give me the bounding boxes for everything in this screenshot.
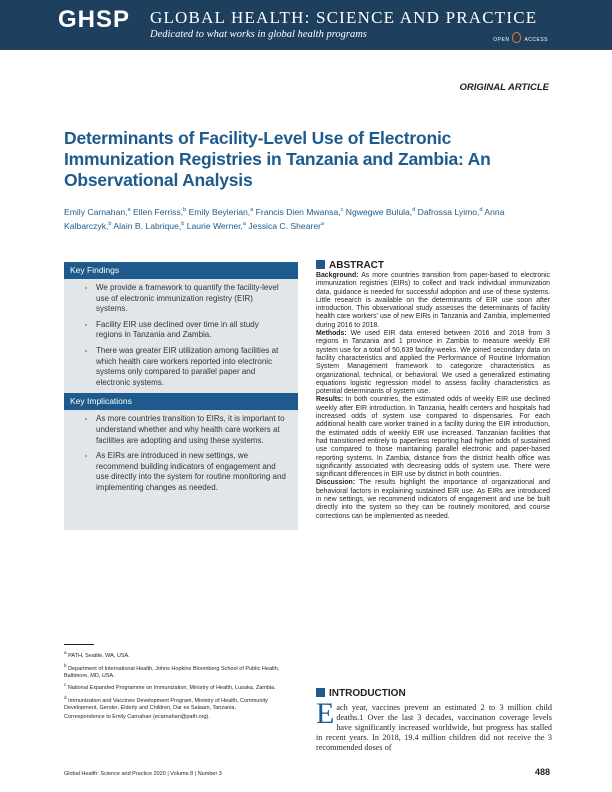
author: Francis Dien Mwansa,$^c$ (255, 206, 344, 217)
key-implications-heading: Key Implications (64, 393, 298, 410)
abstract-results: Results: In both countries, the estimated odds of weekly EIR use declined weekly after EIR introduction. In Tanzania, health centers and hospitals had increased odds of system use compared to dispensaries. For each additional health care worker trained in a facility during the EIR introduction, the estimated odds of weekly EIR use increased. Tanzanian facilities that had transitioned entirely to paperless reporting had higher odds of sustained use compared to those maintaining parallel electronic and paper-based reporting systems. In Zambia, distance from the district health office was significantly associated with decreasing odds of system use. There were significant differences in EIR use by district in both countries. (316, 396, 550, 479)
drop-cap: E (316, 697, 335, 730)
journal-logo (58, 6, 130, 34)
page-number: 488 (534, 767, 550, 777)
author: Emily Beylerian,$^a$ (188, 206, 254, 217)
journal-logo-text: GHSP (58, 6, 131, 33)
author: Jessica C. Shearer$^a$ (248, 221, 325, 232)
author: Alain B. Labrique,$^b$ (113, 221, 185, 232)
abstract-methods: Methods: We used EIR data entered between 2016 and 2018 from 3 regions in Tanzania and 1 province in Zambia to measure weekly EIR system use for a total of 50,639 facility-weeks. We joined secondary data on facility characteristics and applied the Performance of Routine Information System Management framework to categorize characteristics as organizational, technical, or behavioral. We used a generalized estimating equations logistic regression model to assess facility characteristics as potential determinants of system use. (316, 330, 550, 396)
page-footer-citation: Global Health: Science and Practice 2020 | Volume 8 | Number 3 (64, 771, 222, 777)
abstract-discussion: Discussion: The results highlight the importance of organizational and behavioral factors in explaining sustained EIR use. As EIRs are introduced in new settings, we recommend indicators of engagement and use be built directly into the system so they can be routinely monitored, and course corrections can be implemented as needed. (316, 479, 550, 520)
introduction-body (316, 697, 552, 753)
key-implication-item: • As more countries transition to EIRs, it is important to understand whether and why health care workers at facilities are adopting and using these systems. (96, 414, 286, 446)
abstract-body (316, 272, 550, 521)
key-finding-item: • Facility EIR use declined over time in all study regions in Tanzania and Zambia. (96, 320, 286, 341)
introduction-text: ach year, vaccines prevent an estimated 2 to 3 million child deaths.1 Over the last 3 decades, vaccination coverage levels have significantly increased worldwide, but progress has stalled in recent years. In 2018, 19.4 million children did not receive the 3 recommended doses of (316, 703, 552, 752)
author: Laurie Werner,$^a$ (186, 221, 246, 232)
key-findings-heading: Key Findings (64, 262, 298, 279)
section-square-icon (316, 688, 325, 697)
journal-masthead (0, 0, 612, 50)
abstract-heading: ABSTRACT (316, 260, 384, 271)
key-finding-item: • We provide a framework to quantify the facility-level use of electronic immunization registry (EIR) systems. (96, 283, 286, 315)
key-findings-list (64, 283, 298, 388)
key-implication-item: • As EIRs are introduced in new settings, we recommend building indicators of engagement and use directly into the system for routine monitoring and implementing changes as needed. (96, 451, 286, 493)
correspondence: Correspondence to Emily Carnahan (ecarnahan@path.org). (64, 713, 210, 720)
key-findings-box (64, 262, 298, 530)
affiliation: $^d$ Immunization and Vaccines Development Program, Ministry of Health, Community Development, Gender, Elderly and Children, Dar es Salaam, Tanzania. (64, 694, 268, 711)
author: Emily Carnahan,$^a$ (64, 206, 131, 217)
abstract-background: Background: As more countries transition from paper-based to electronic immunization registries (EIRs) to collect and track individual immunization data, guidance is needed for successful adoption and use of these systems. Little research is available on the determinants of EIR use soon after introduction. This observational study assesses the determinants of facility health care workers' use of new EIRs in Tanzania and Zambia, implemented during 2016 to 2018. (316, 272, 550, 329)
journal-tagline: Dedicated to what works in global health programs (150, 29, 367, 40)
open-access-icon (512, 32, 521, 43)
key-implications-list (64, 414, 298, 493)
section-square-icon (316, 260, 325, 269)
author: Dafrossa Lyimo,$^d$ (417, 206, 483, 217)
access-label: ACCESS (524, 36, 548, 43)
article-type: ORIGINAL ARTICLE (459, 82, 549, 93)
article-title: Determinants of Facility-Level Use of Electronic Immunization Registries in Tanzania and Zambia: An Observational Analysis (64, 128, 491, 190)
affiliations (64, 649, 296, 722)
journal-title: GLOBAL HEALTH: SCIENCE AND PRACTICE (150, 8, 538, 27)
affiliation: $^b$ Department of International Health, Johns Hopkins Bloomberg School of Public Health, Baltimore, MD, USA. (64, 662, 280, 679)
author: Ellen Ferriss,$^b$ (132, 206, 187, 217)
author-list (64, 204, 554, 233)
affiliation: $^a$ PATH, Seattle, WA, USA. (64, 650, 130, 659)
affiliation: $^c$ National Expanded Programme on Immunization, Ministry of Health, Lusaka, Zambia. (64, 682, 276, 692)
introduction-heading: INTRODUCTION (316, 688, 406, 699)
author: Anna Kalbarczyk,$^b$ (64, 206, 505, 232)
open-label: OPEN (493, 36, 510, 43)
key-finding-item: • There was greater EIR utilization among facilities at which health care workers reported into electronic systems only compared to parallel paper and electronic systems. (96, 346, 286, 388)
open-access-badge (493, 34, 548, 45)
footnote-rule (64, 644, 94, 645)
author: Ngwegwe Bulula,$^d$ (345, 206, 416, 217)
